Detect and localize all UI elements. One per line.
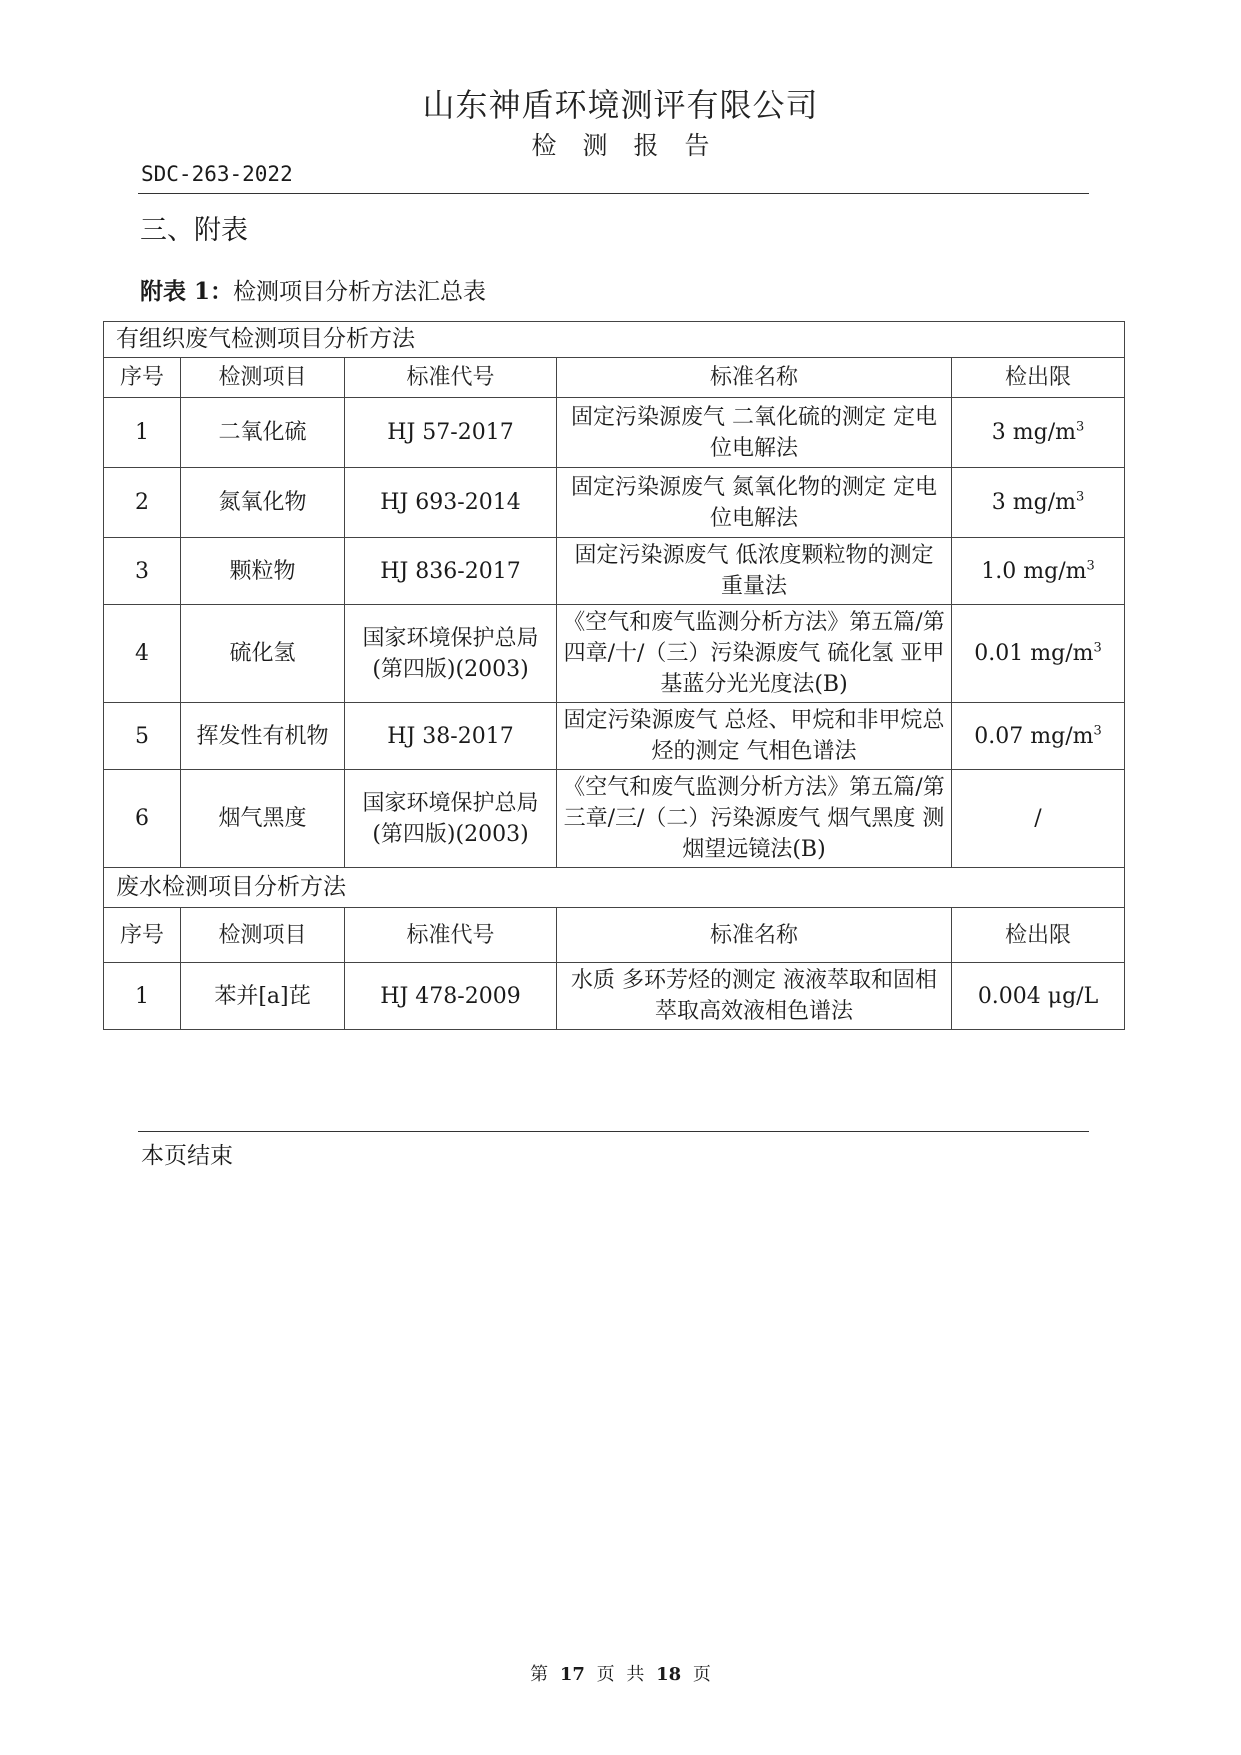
cell-standard-name: 固定污染源废气 低浓度颗粒物的测定 重量法: [557, 538, 952, 605]
cell-seq: 1: [104, 398, 181, 468]
limit-unit-exponent: 3: [1075, 489, 1085, 505]
header-divider: [138, 193, 1089, 194]
limit-value: 0.07 mg/m: [974, 723, 1094, 749]
column-header-seq: 序号: [104, 358, 181, 398]
water-header-row: [104, 908, 1125, 963]
column-header-seq: 序号: [104, 908, 181, 963]
table-row: [104, 770, 1125, 868]
cell-code: 国家环境保护总局 (第四版)(2003): [345, 770, 557, 868]
page-footer: [0, 1660, 1241, 1686]
cell-standard-name: 固定污染源废气 二氧化硫的测定 定电位电解法: [557, 398, 952, 468]
cell-standard-name: 水质 多环芳烃的测定 液液萃取和固相萃取高效液相色谱法: [557, 963, 952, 1030]
cell-standard-name: 《空气和废气监测分析方法》第五篇/第四章/十/（三）污染源废气 硫化氢 亚甲基蓝分光光度法(B): [557, 605, 952, 703]
report-subtitle: 检测报告: [531, 131, 736, 160]
cell-limit: [952, 398, 1125, 468]
table-row: [104, 468, 1125, 538]
cell-seq: 3: [104, 538, 181, 605]
table-row: [104, 605, 1125, 703]
cell-item: 颗粒物: [181, 538, 345, 605]
footer-mid: 页 共: [596, 1664, 645, 1685]
water-group-title: 废水检测项目分析方法: [104, 868, 1125, 908]
column-header-name: 标准名称: [557, 358, 952, 398]
limit-value: 3 mg/m: [991, 490, 1076, 515]
limit-value: /: [1034, 806, 1042, 831]
cell-limit: [952, 468, 1125, 538]
table-caption: [140, 273, 486, 306]
document-number: SDC-263-2022: [141, 162, 293, 186]
gas-group-title: 有组织废气检测项目分析方法: [104, 322, 1125, 358]
section-title: 三、附表: [140, 215, 248, 246]
gas-group-row: [104, 322, 1125, 358]
limit-unit-exponent: 3: [1093, 723, 1102, 739]
cell-standard-name: 固定污染源废气 氮氧化物的测定 定电位电解法: [557, 468, 952, 538]
footer-suffix: 页: [692, 1664, 711, 1685]
cell-item: 氮氧化物: [181, 468, 345, 538]
caption-prefix: 附表 1：: [140, 278, 234, 305]
company-name: 山东神盾环境测评有限公司: [422, 86, 819, 124]
limit-unit-exponent: 3: [1093, 640, 1102, 656]
column-header-code: 标准代号: [345, 358, 557, 398]
column-header-limit: 检出限: [952, 908, 1125, 963]
table-row: [104, 963, 1125, 1030]
cell-standard-name: 《空气和废气监测分析方法》第五篇/第三章/三/（二）污染源废气 烟气黑度 测烟望远镜法(B): [557, 770, 952, 868]
limit-value: 0.004 μg/L: [977, 983, 1099, 1009]
limit-value: 0.01 mg/m: [974, 641, 1094, 666]
cell-item: 烟气黑度: [181, 770, 345, 868]
table-row: [104, 398, 1125, 468]
cell-item: 硫化氢: [181, 605, 345, 703]
footer-prefix: 第: [530, 1664, 549, 1685]
cell-code: HJ 693-2014: [345, 468, 557, 538]
column-header-name: 标准名称: [557, 908, 952, 963]
cell-seq: 2: [104, 468, 181, 538]
table-row: [104, 703, 1125, 770]
end-note: 本页结束: [141, 1143, 233, 1169]
column-header-item: 检测项目: [181, 358, 345, 398]
limit-value: 3 mg/m: [991, 420, 1076, 445]
cell-limit: [952, 963, 1125, 1030]
cell-code: HJ 836-2017: [345, 538, 557, 605]
column-header-code: 标准代号: [345, 908, 557, 963]
cell-seq: 1: [104, 963, 181, 1030]
limit-value: 1.0 mg/m: [981, 558, 1087, 584]
water-group-row: [104, 868, 1125, 908]
column-header-limit: 检出限: [952, 358, 1125, 398]
cell-code: HJ 478-2009: [345, 963, 557, 1030]
gas-header-row: [104, 358, 1125, 398]
table-row: [104, 538, 1125, 605]
end-divider: [138, 1131, 1089, 1132]
limit-unit-exponent: 3: [1075, 419, 1085, 435]
cell-code: HJ 57-2017: [345, 398, 557, 468]
cell-limit: [952, 770, 1125, 868]
methods-table: [103, 321, 1125, 1030]
cell-limit: [952, 605, 1125, 703]
cell-code: HJ 38-2017: [345, 703, 557, 770]
cell-standard-name: 固定污染源废气 总烃、甲烷和非甲烷总烃的测定 气相色谱法: [557, 703, 952, 770]
cell-item: 挥发性有机物: [181, 703, 345, 770]
footer-page-number: 17: [559, 1664, 585, 1685]
cell-seq: 5: [104, 703, 181, 770]
column-header-item: 检测项目: [181, 908, 345, 963]
cell-limit: [952, 703, 1125, 770]
cell-limit: [952, 538, 1125, 605]
cell-seq: 4: [104, 605, 181, 703]
cell-item: 苯并[a]芘: [181, 963, 345, 1030]
footer-total-pages: 18: [656, 1664, 682, 1685]
cell-code: 国家环境保护总局 (第四版)(2003): [345, 605, 557, 703]
cell-seq: 6: [104, 770, 181, 868]
caption-text: 检测项目分析方法汇总表: [233, 279, 487, 305]
limit-unit-exponent: 3: [1086, 558, 1095, 574]
cell-item: 二氧化硫: [181, 398, 345, 468]
